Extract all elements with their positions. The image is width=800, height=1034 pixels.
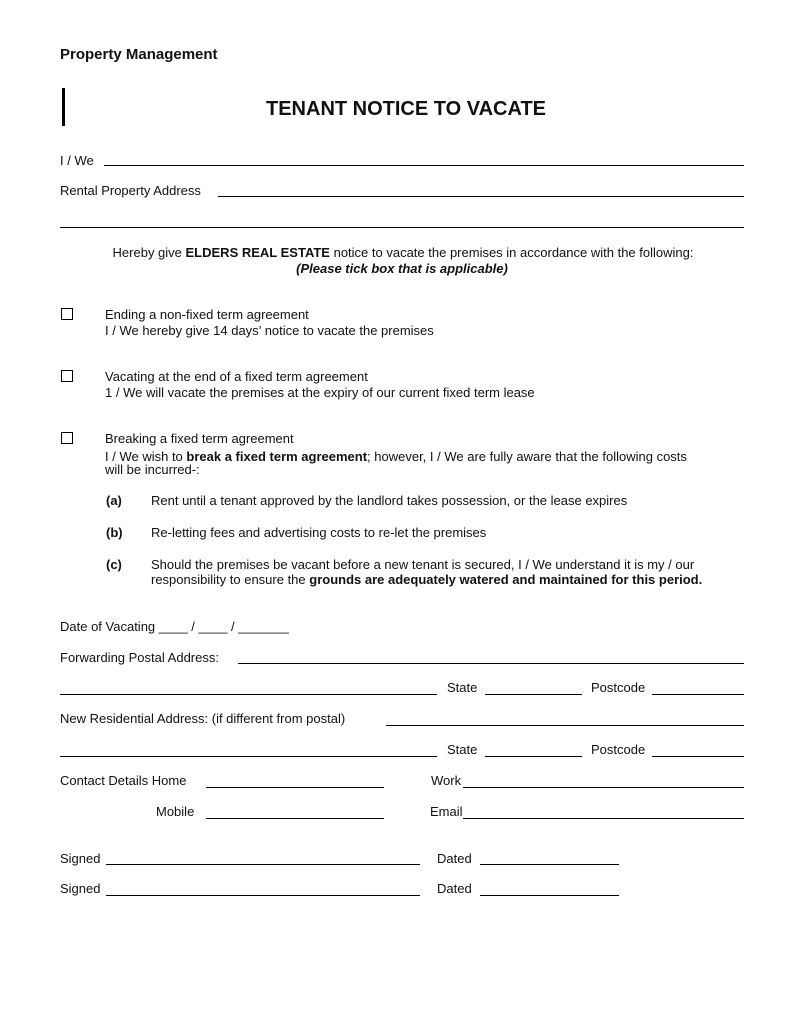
forwarding-address-label: Forwarding Postal Address: bbox=[60, 650, 219, 665]
agency-name: ELDERS REAL ESTATE bbox=[185, 245, 330, 260]
cost-a-marker: (a) bbox=[106, 493, 122, 508]
option-3-detail-line2: will be incurred-: bbox=[105, 462, 200, 477]
signature-field-1[interactable] bbox=[106, 864, 420, 865]
cost-c-marker: (c) bbox=[106, 557, 122, 572]
mobile-label: Mobile bbox=[156, 804, 195, 819]
option-2-detail: 1 / We will vacate the premises at the expiry of our current fixed term lease bbox=[105, 385, 535, 400]
company-name: Property Management bbox=[60, 46, 218, 63]
rental-address-field[interactable] bbox=[218, 196, 744, 197]
page-title: TENANT NOTICE TO VACATE bbox=[266, 98, 546, 120]
cost-b-marker: (b) bbox=[106, 525, 123, 540]
new-residential-field[interactable] bbox=[386, 725, 744, 726]
residential-state-label: State bbox=[447, 742, 478, 757]
dated-label-1: Dated bbox=[437, 851, 472, 866]
option-2-checkbox[interactable] bbox=[61, 370, 73, 382]
dated-field-2[interactable] bbox=[480, 895, 619, 896]
email-label: Email bbox=[430, 804, 463, 819]
residential-postcode-label: Postcode bbox=[591, 742, 646, 757]
forwarding-postcode-label: Postcode bbox=[591, 680, 646, 695]
tick-instruction: (Please tick box that is applicable) bbox=[296, 261, 508, 276]
contact-home-field[interactable] bbox=[206, 787, 384, 788]
signed-label-2: Signed bbox=[60, 881, 101, 896]
option-3-checkbox[interactable] bbox=[61, 432, 73, 444]
new-residential-label: New Residential Address: (if different from postal) bbox=[60, 711, 346, 726]
option-1-checkbox[interactable] bbox=[61, 308, 73, 320]
work-field[interactable] bbox=[463, 787, 744, 788]
forwarding-address-field[interactable] bbox=[238, 663, 744, 664]
residential-postcode-field[interactable] bbox=[652, 756, 744, 757]
forwarding-state-field[interactable] bbox=[485, 694, 582, 695]
new-residential-line2[interactable] bbox=[60, 756, 437, 757]
contact-home-label: Contact Details Home bbox=[60, 773, 187, 788]
forwarding-state-label: State bbox=[447, 680, 478, 695]
email-field[interactable] bbox=[463, 818, 744, 819]
dated-field-1[interactable] bbox=[480, 864, 619, 865]
cost-c-text-line2: responsibility to ensure the grounds are adequately watered and maintained for this period. bbox=[151, 572, 703, 587]
cost-a-text: Rent until a tenant approved by the landlord takes possession, or the lease expires bbox=[151, 493, 628, 508]
intro-text: Hereby give ELDERS REAL ESTATE notice to vacate the premises in accordance with the following: bbox=[112, 245, 694, 260]
rental-address-label: Rental Property Address bbox=[60, 183, 201, 198]
mobile-field[interactable] bbox=[206, 818, 384, 819]
option-3-detail: I / We wish to break a fixed term agreement; however, I / We are fully aware that the following costs bbox=[105, 449, 687, 464]
residential-state-field[interactable] bbox=[485, 756, 582, 757]
option-3-title: Breaking a fixed term agreement bbox=[105, 431, 294, 446]
option-1-title: Ending a non-fixed term agreement bbox=[105, 307, 309, 322]
i-we-label: I / We bbox=[60, 153, 94, 168]
option-1-detail: I / We hereby give 14 days’ notice to vacate the premises bbox=[105, 323, 434, 338]
cost-c-text-line1: Should the premises be vacant before a new tenant is secured, I / We understand it is my / our bbox=[151, 557, 695, 572]
cost-b-text: Re-letting fees and advertising costs to re-let the premises bbox=[151, 525, 487, 540]
option-2-title: Vacating at the end of a fixed term agreement bbox=[105, 369, 368, 384]
date-of-vacating-field[interactable]: Date of Vacating ____ / ____ / _______ bbox=[60, 619, 289, 634]
forwarding-address-line2[interactable] bbox=[60, 694, 437, 695]
rental-address-field-line2[interactable] bbox=[60, 227, 744, 228]
work-label: Work bbox=[431, 773, 462, 788]
signature-field-2[interactable] bbox=[106, 895, 420, 896]
signed-label-1: Signed bbox=[60, 851, 101, 866]
i-we-field[interactable] bbox=[104, 165, 744, 166]
forwarding-postcode-field[interactable] bbox=[652, 694, 744, 695]
dated-label-2: Dated bbox=[437, 881, 472, 896]
